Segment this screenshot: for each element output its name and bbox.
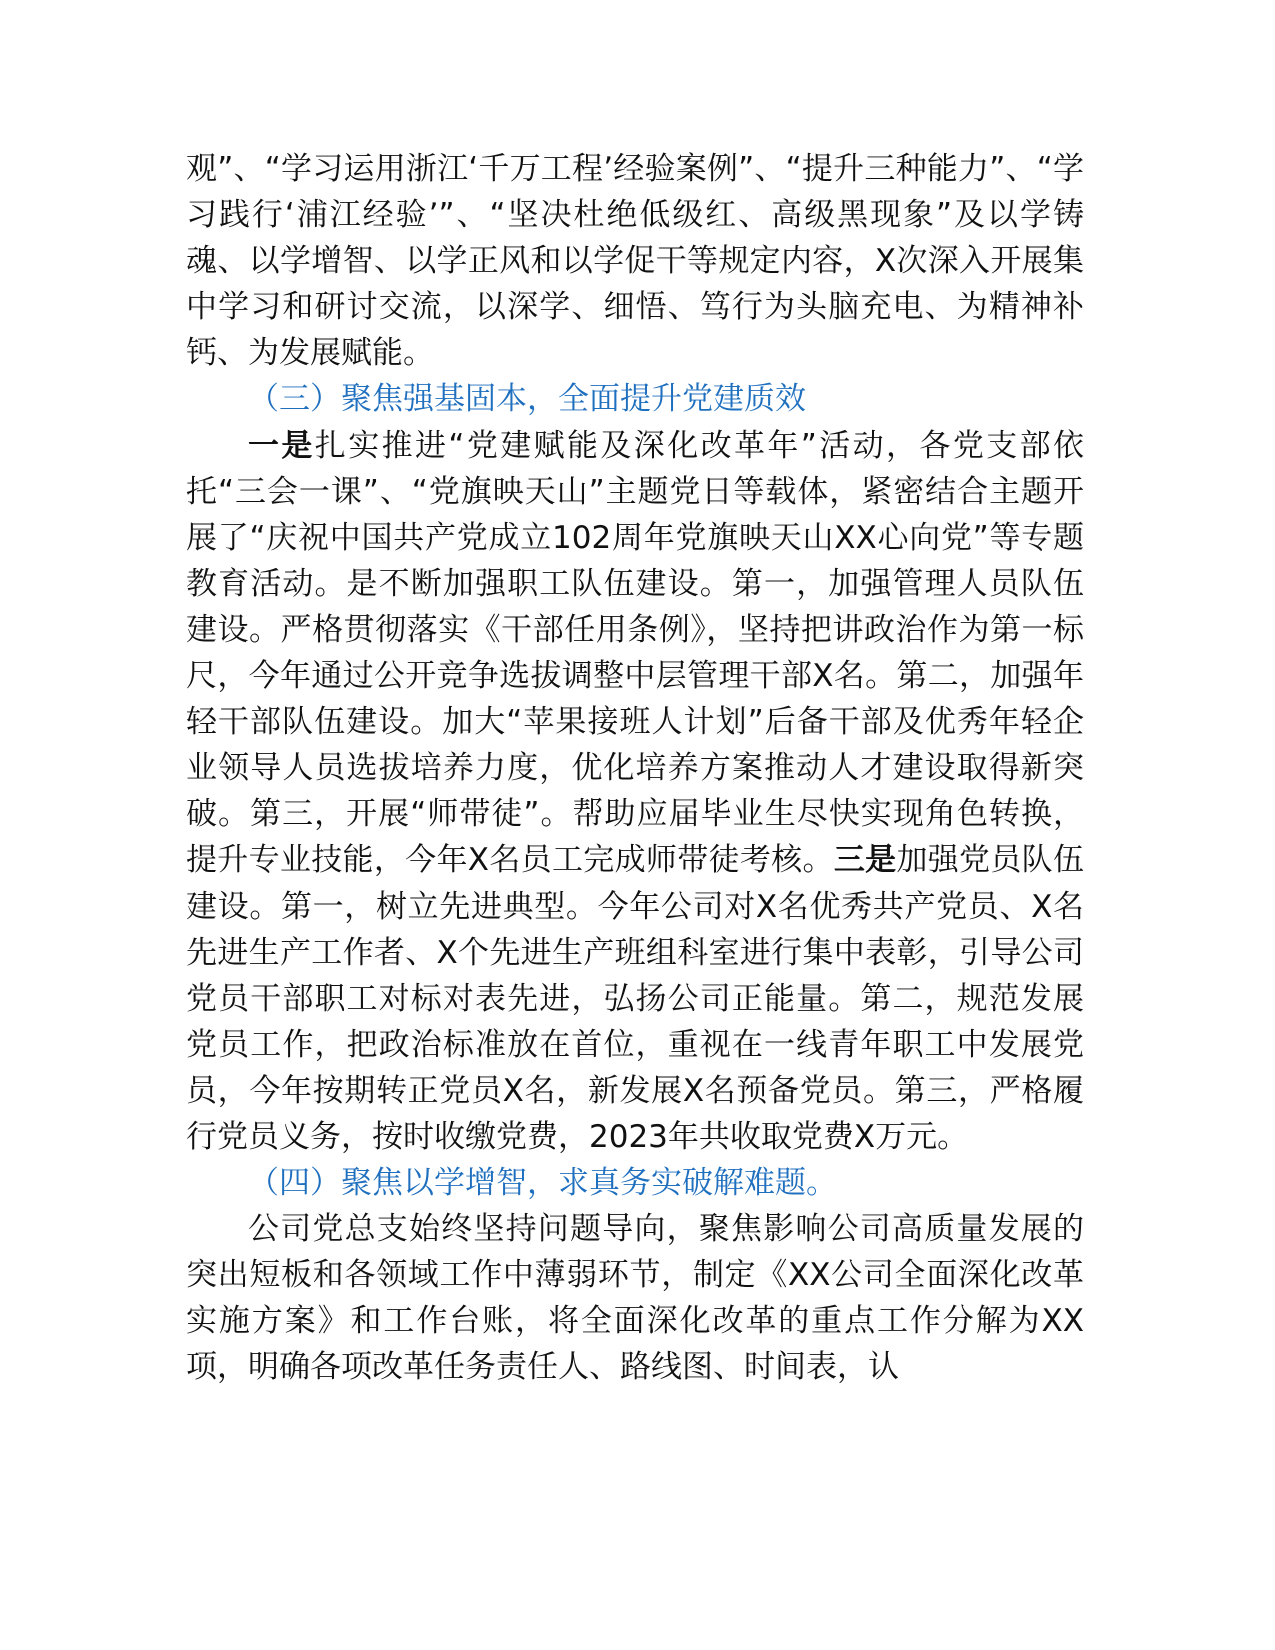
paragraph-continuation [186,146,1084,376]
paragraph-text: 公司党总支始终坚持问题导向，聚焦影响公司高质量发展的突出短板和各领域工作中薄弱环节，制定《XX公司全面深化改革实施方案》和工作台账，将全面深化改革的重点工作分解为XX项，明确各项改革任务责任人、路线图、时间表，认 [186,1211,1084,1386]
document-body [186,146,1084,1391]
heading-text: （四）聚焦以学增智，求真务实破解难题。 [248,1165,837,1202]
paragraph-text: 观”、“学习运用浙江‘千万工程’经验案例”、“提升三种能力”、“学习践行‘浦江经验’”、“坚决杜绝低级红、高级黑现象”及以学铸魂、以学增智、以学正风和以学促干等规定内容，X次深入开展集中学习和研讨交流，以深学、细悟、笃行为头脑充电、为精神补钙、为发展赋能。 [186,151,1084,372]
bold-lead-first: 一是 [248,427,315,464]
paragraph-text: 扎实推进“党建赋能及深化改革年”活动，各党支部依托“三会一课”、“党旗映天山”主题党日等载体，紧密结合主题开展了“庆祝中国共产党成立102周年党旗映天山XX心向党”等专题教育活动。是不断加强职工队伍建设。第一，加强管理人员队伍建设。严格贯彻落实《干部任用条例》，坚持把讲政治作为第一标尺，今年通过公开竞争选拔调整中层管理干部X名。第二，加强年轻干部队伍建设。加大“苹果接班人计划”后备干部及优秀年轻企业领导人员选拔培养力度，优化培养方案推动人才建设取得新突破。第三，开展“师带徒”。帮助应届毕业生尽快实现角色转换，提升专业技能，今年X名员工完成师带徒考核。 [186,427,1084,879]
section-heading-three [186,376,1084,422]
bold-lead-third: 三是 [833,842,897,879]
section-heading-four [186,1160,1084,1206]
paragraph-reform [186,1206,1084,1390]
paragraph-party-building [186,423,1084,1161]
heading-text: （三）聚焦强基固本，全面提升党建质效 [248,381,806,418]
paragraph-text: 加强党员队伍建设。第一，树立先进典型。今年公司对X名优秀共产党员、X名先进生产工作者、X个先进生产班组科室进行集中表彰，引导公司党员干部职工对标对表先进，弘扬公司正能量。第二，规范发展党员工作，把政治标准放在首位，重视在一线青年职工中发展党员，今年按期转正党员X名，新发展X名预备党员。第三，严格履行党员义务，按时收缴党费，2023年共收取党费X万元。 [186,842,1084,1155]
